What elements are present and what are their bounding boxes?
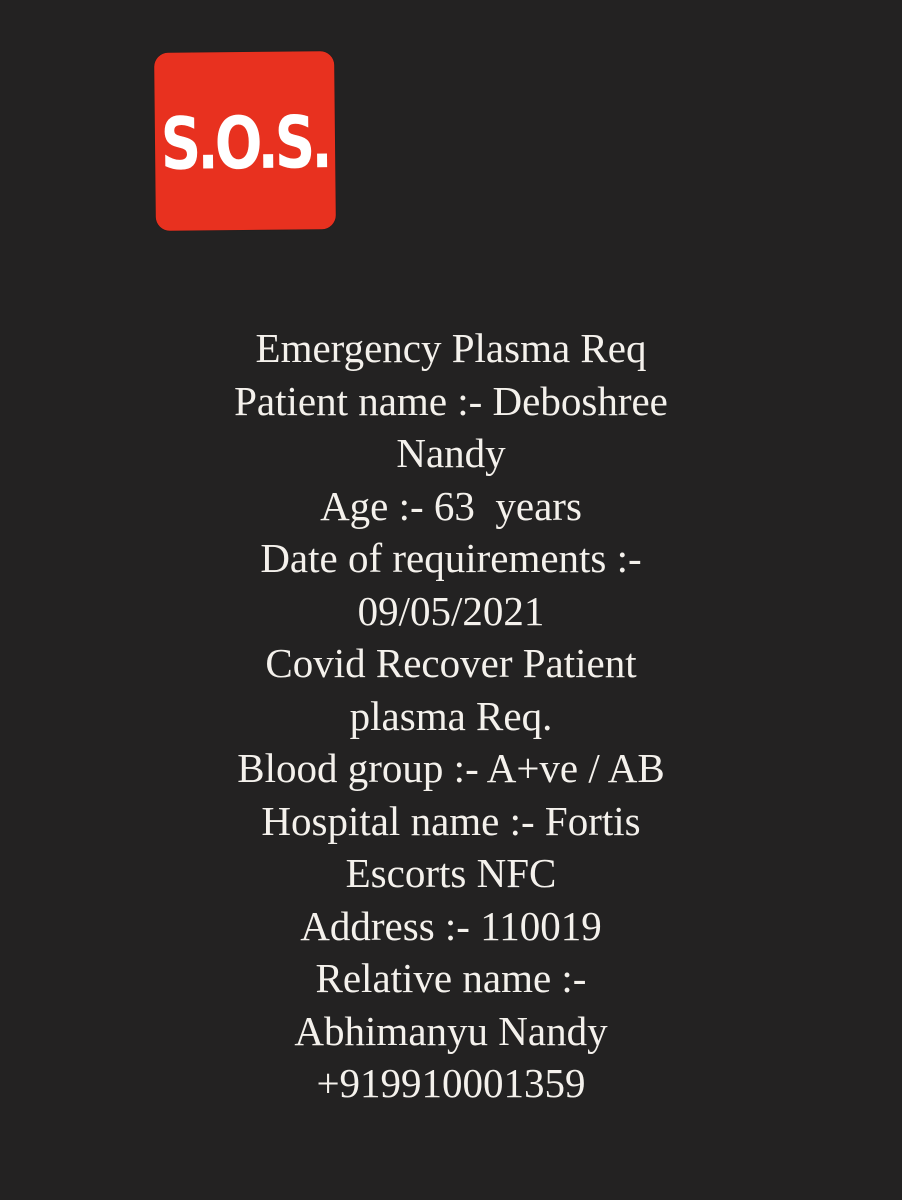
message-line-relative-label: Relative name :- [315,955,587,1001]
message-line-patient-surname: Nandy [396,430,506,476]
message-line-covid-recover: Covid Recover Patient [265,640,637,686]
message-line-date-label: Date of requirements :- [260,535,642,581]
sos-logo-text: S.O.S. [160,100,330,186]
message-line-date: 09/05/2021 [357,587,545,634]
plasma-request-message [0,322,902,1110]
message-line-title: Emergency Plasma Req [255,325,647,371]
message-line-blood-group: Blood group :- A+ve / AB [237,745,665,791]
message-line-phone: +919910001359 [316,1060,586,1106]
message-line-age: Age :- 63 years [320,482,582,529]
message-line-hospital: Hospital name :- Fortis [261,797,641,844]
message-line-patient-name: Patient name :- Deboshree [234,377,668,424]
message-line-relative-name: Abhimanyu Nandy [294,1007,608,1054]
message-line-hospital-cont: Escorts NFC [345,850,557,896]
message-line-address: Address :- 110019 [300,902,602,949]
sos-logo [154,51,336,231]
message-line-plasma-req: plasma Req. [349,692,553,739]
